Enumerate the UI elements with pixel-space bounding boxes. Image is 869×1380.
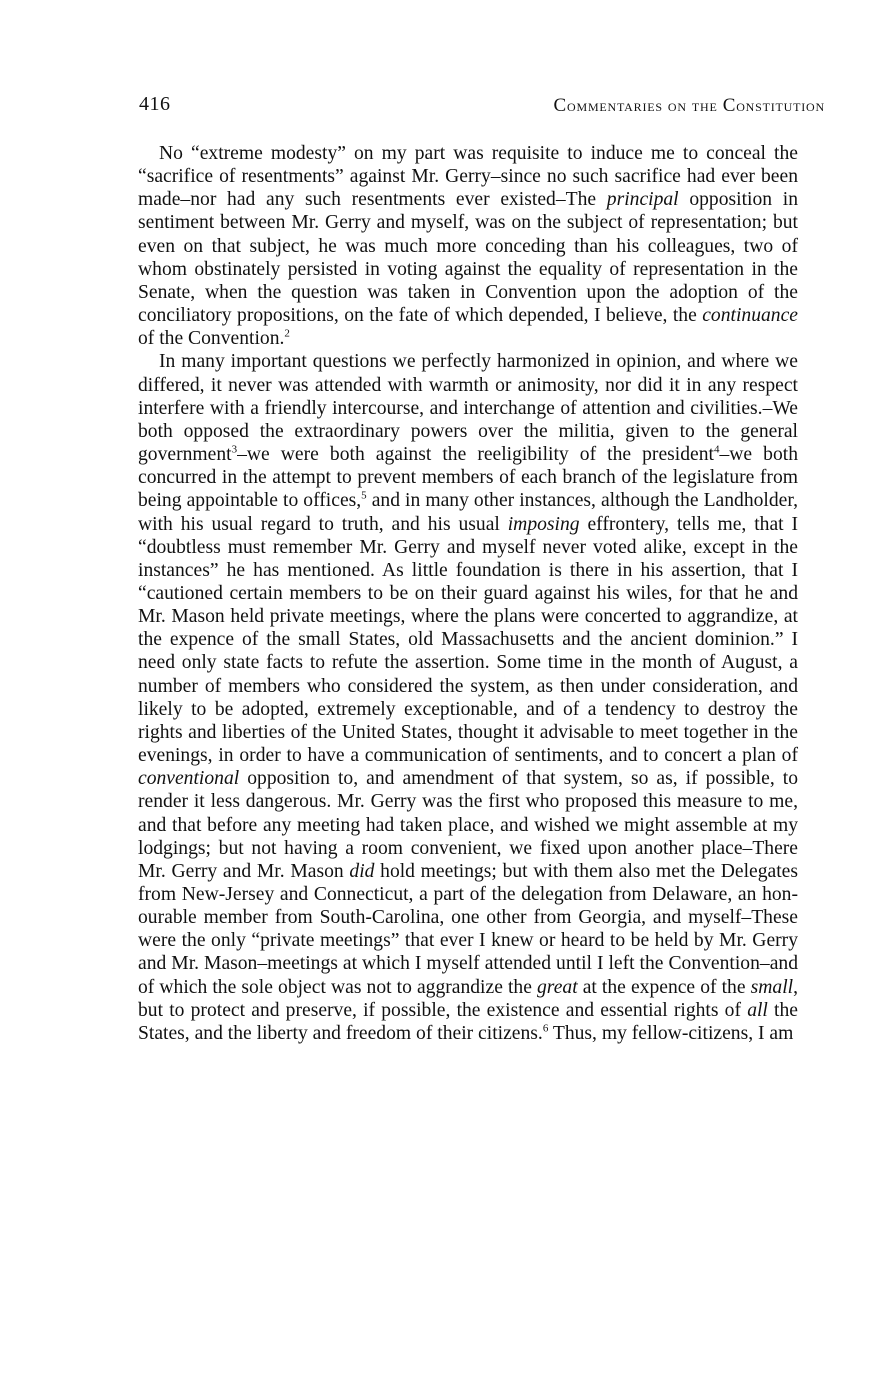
body-text [138, 142, 798, 1045]
footnote-ref: 6 [542, 1022, 549, 1035]
footnote-ref: 5 [361, 489, 367, 502]
paragraph: No “extreme modesty” on my part was requisite to induce me to conceal the “sacrifice of resentments” against Mr. Gerry–since no such sacrifice had ever been made–nor had any such resentments ever existed–The principal opposition in sentiment between Mr. Gerry and myself, was on the subject of representation; but even on that subject, he was much more conceding than his colleagues, two of whom obstinately persisted in voting against the equality of representation in the Senate, when the question was taken in Convention upon the adoption of the conciliatory propositions, on the fate of which depended, I believe, the continuance of the Convention.$^2$ [138, 143, 798, 350]
page-number: 416 [139, 93, 171, 115]
footnote-ref: 2 [284, 327, 290, 340]
footnote-ref: 3 [231, 443, 238, 456]
running-head: Commentaries on the Constitution [553, 95, 825, 116]
paragraph: In many important questions we perfectly harmonized in opinion, and where we differed, it never was attended with warmth or animosity, nor did it in any respect interfere with a friendly intercourse, and interchange of attention and civilities.–We both opposed the extraordinary powers over the militia, given to the general government$^3$–we were both against the reeligibility of the president$^4$–we both concurred in the attempt to prevent members of each branch of the legislature from being appointable to offices,$^5$ and in many other instances, although the Landholder, with his usual regard to truth, and his usual imposing effrontery, tells me, that I “doubtless must remember Mr. Gerry and myself never voted alike, except in the instances” he has mentioned. As little foundation is there in his assertion, that I “cautioned certain members to be on their guard against his wiles, for that he and Mr. Mason held private meetings, where the plans were concerted to aggrandize, at the expence of the small States, old Massachusetts and the ancient dominion.” I need only state facts to refute the assertion. Some time in the month of August, a number of members who considered the system, as then under consideration, and likely to be adopted, extremely exceptionable, and of a tendency to destroy the rights and liberties of the United States, thought it advisable to meet together in the evenings, in order to have a communication of sentiments, and to concert a plan of conventional opposition to, and amendment of that system, so as, if possible, to render it less dangerous. Mr. Gerry was the first who proposed this measure to me, and that before any meeting had taken place, and wished we might assemble at my lodgings; but not having a room convenient, we fixed upon another place–There Mr. Gerry and Mr. Mason did hold meetings; but with them also met the Delegates from New-Jersey and Connecticut, a part of the delegation from Delaware, an honourable member from South-Carolina, one other from Georgia, and myself–These were the only “private meetings” that ever I knew or heard to be held by Mr. Gerry and Mr. Mason–meetings at which I myself attended until I left the Convention–and of which the sole object was not to aggrandize the great at the expence of the small, but to protect and preserve, if possible, the existence and essential rights of all the States, and the liberty and freedom of their citizens.$^6$ Thus, my fellow-citizens, I am [138, 351, 799, 1044]
footnote-ref: 4 [713, 443, 720, 456]
